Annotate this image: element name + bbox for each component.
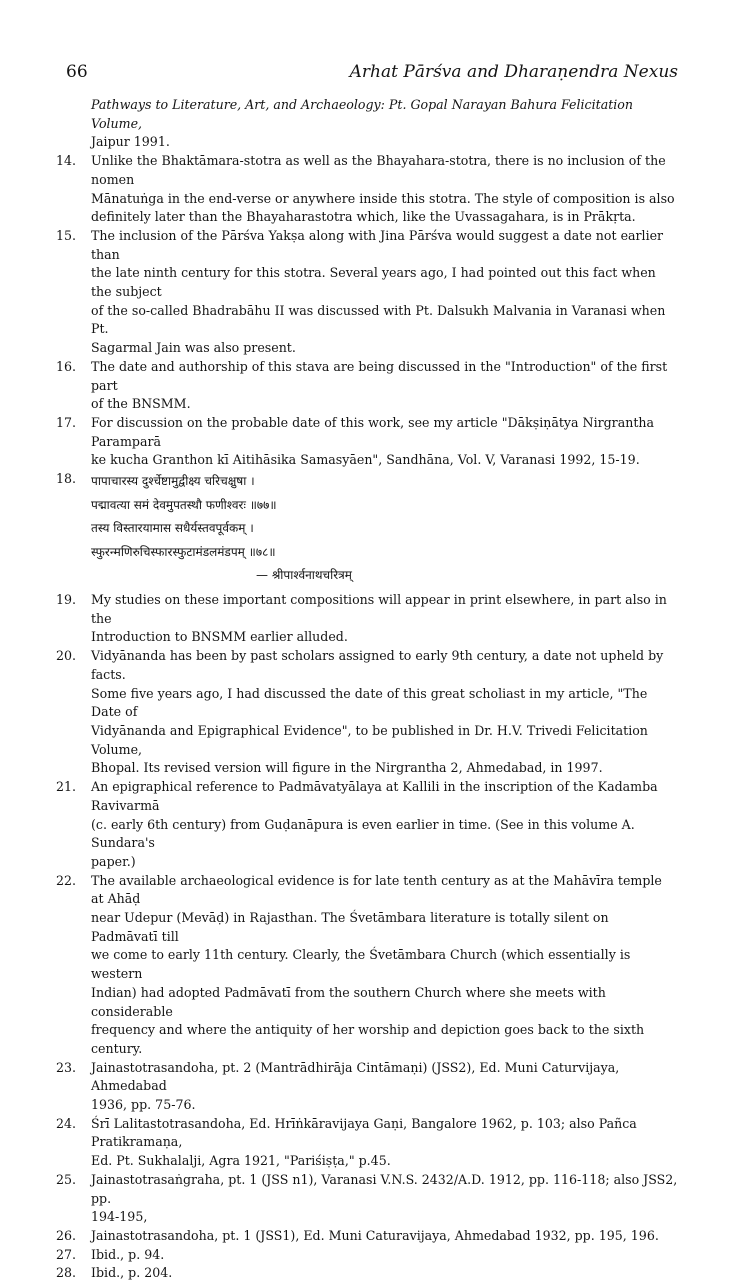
note-26 (56, 1227, 678, 1246)
note-27 (56, 1246, 678, 1265)
note-line: near Udepur (Mevāḍ) in Rajasthan. The Śvetāmbara literature is totally silent on Padmāvatī till (91, 910, 609, 944)
note-line: Sagarmal Jain was also present. (91, 340, 296, 356)
note-number: 18. (56, 471, 77, 487)
note-16 (56, 358, 678, 414)
note-number: 25. (56, 1171, 77, 1187)
note-number: 27. (56, 1246, 77, 1262)
note-number: 26. (56, 1227, 77, 1243)
note-line: (c. early 6th century) from Guḍanāpura is even earlier in time. (See in this volume A. Sundara's (91, 816, 635, 851)
sanskrit-verse-line: स्फुरन्मणिरुचिस्फारस्फुटामंडलमंडपम् ॥७८॥ (91, 544, 276, 559)
note-line: 1936, pp. 75-76. (91, 1097, 196, 1113)
note-line: definitely later than the Bhayaharastotra which, like the Uvassagahara, is in Prākṛta. (91, 209, 636, 225)
note-15 (56, 227, 678, 358)
note-line: The available archaeological evidence is for late tenth century as at the Mahāvīra temple at Ahāḍ (91, 872, 662, 907)
note-line: Jainastotrasaṅgraha, pt. 1 (JSS n1), Varanasi V.N.S. 2432/A.D. 1912, pp. 116-118; also JSS2, pp. (91, 1171, 678, 1206)
note-line: of the BNSMM. (91, 396, 191, 412)
note-20 (56, 647, 678, 778)
note-line: Ibid., p. 94. (91, 1246, 165, 1262)
note-line: The inclusion of the Pārśva Yakṣa along with Jina Pārśva would suggest a date not earlier than (91, 227, 664, 262)
note-line: Jainastotrasandoha, pt. 1 (JSS1), Ed. Muni Caturavijaya, Ahmedabad 1932, pp. 195, 196. (91, 1227, 659, 1243)
note-line: ke kucha Granthon kī Aitihāsika Samasyāen", Sandhāna, Vol. V, Varanasi 1992, 15-19. (91, 452, 640, 468)
sanskrit-verse-line: पद्मावत्या समं देवमुपतस्थौ फणीश्वरः ॥७७॥ (91, 497, 277, 512)
note-24 (56, 1115, 678, 1171)
note-number: 20. (56, 648, 77, 664)
note-21 (56, 778, 678, 872)
sanskrit-verse-line: तस्य विस्तारयामास सधैर्यस्तवपूर्वकम् । (91, 521, 254, 536)
note-line: The date and authorship of this stava are being discussed in the "Introduction" of the first part (91, 358, 668, 393)
page-header (66, 62, 678, 88)
note-line: Introduction to BNSMM earlier alluded. (91, 629, 348, 645)
note-number: 19. (56, 592, 77, 608)
note-17 (56, 414, 678, 470)
note-number: 14. (56, 153, 77, 169)
note-line: Mānatuṅga in the end-verse or anywhere inside this stotra. The style of composition is also (91, 190, 675, 206)
note-line: 194-195, (91, 1209, 148, 1225)
page-number: 66 (66, 62, 88, 82)
note-22 (56, 872, 678, 1059)
note-number: 16. (56, 358, 77, 374)
verse-source: — श्रीपार्श्वनाथचरित्रम् (256, 568, 352, 583)
note-18 (56, 470, 678, 591)
sanskrit-verse-line: पापाचारस्य दुर्श्चेष्टामुद्वीक्ष्य चरिचक्षुषा । (91, 474, 255, 489)
note-line: Ed. Pt. Sukhalalji, Agra 1921, "Pariśiṣṭa," p.45. (91, 1153, 391, 1169)
note-line: Jainastotrasandoha, pt. 2 (Mantrādhirāja Cintāmaṇi) (JSS2), Ed. Muni Caturvijaya, Ahmedabad (91, 1059, 620, 1094)
note-number: 28. (56, 1265, 77, 1281)
endnotes (56, 96, 678, 1283)
note-number: 22. (56, 872, 77, 888)
note-line: Vidyānanda and Epigraphical Evidence", to be published in Dr. H.V. Trivedi Felicitation Volume, (91, 722, 648, 757)
note-line: Some five years ago, I had discussed the date of this great scholiast in my article, "The Date of (91, 685, 648, 720)
note-line: paper.) (91, 853, 136, 869)
note-line: An epigraphical reference to Padmāvatyālaya at Kallili in the inscription of the Kadamba Ravivarmā (91, 779, 658, 813)
note-line: frequency and where the antiquity of her worship and depiction goes back to the sixth century. (91, 1022, 645, 1056)
note-line: For discussion on the probable date of this work, see my article "Dākṣiṇātya Nirgrantha Paramparā (91, 414, 655, 449)
note-line: of the so-called Bhadrabāhu II was discussed with Pt. Dalsukh Malvania in Varanasi when Pt. (91, 302, 666, 337)
note-number: 15. (56, 227, 77, 243)
note-line: Bhopal. Its revised version will figure in the Nirgrantha 2, Ahmedabad, in 1997. (91, 760, 603, 776)
running-head: Arhat Pārśva and Dharaṇendra Nexus (349, 62, 678, 82)
note-continuation (56, 96, 678, 152)
note-number: 23. (56, 1059, 77, 1075)
note-line: Vidyānanda has been by past scholars assigned to early 9th century, a date not upheld by facts. (91, 648, 664, 682)
note-number: 17. (56, 414, 77, 430)
note-23 (56, 1059, 678, 1115)
note-line: My studies on these important compositions will appear in print elsewhere, in part also in the (91, 592, 667, 626)
note-line: Pathways to Literature, Art, and Archaeology: Pt. Gopal Narayan Bahura Felicitation Volume, (91, 97, 633, 131)
note-25 (56, 1171, 678, 1227)
note-line: Śrī Lalitastotrasandoha, Ed. Hrīṅkāravijaya Gaṇi, Bangalore 1962, p. 103; also Pañca Pratikramaṇa, (91, 1115, 637, 1150)
note-line: Jaipur 1991. (91, 134, 170, 150)
note-28 (56, 1264, 678, 1283)
note-line: we come to early 11th century. Clearly, the Śvetāmbara Church (which essentially is western (91, 947, 631, 982)
note-number: 21. (56, 779, 77, 795)
note-number: 24. (56, 1115, 77, 1131)
note-14 (56, 152, 678, 227)
note-line: Unlike the Bhaktāmara-stotra as well as the Bhayahara-stotra, there is no inclusion of the nomen (91, 153, 666, 187)
note-line: Indian) had adopted Padmāvatī from the southern Church where she meets with considerable (91, 984, 606, 1019)
note-19 (56, 591, 678, 647)
note-line: Ibid., p. 204. (91, 1265, 173, 1281)
note-line: the late ninth century for this stotra. Several years ago, I had pointed out this fact when the subject (91, 265, 656, 300)
